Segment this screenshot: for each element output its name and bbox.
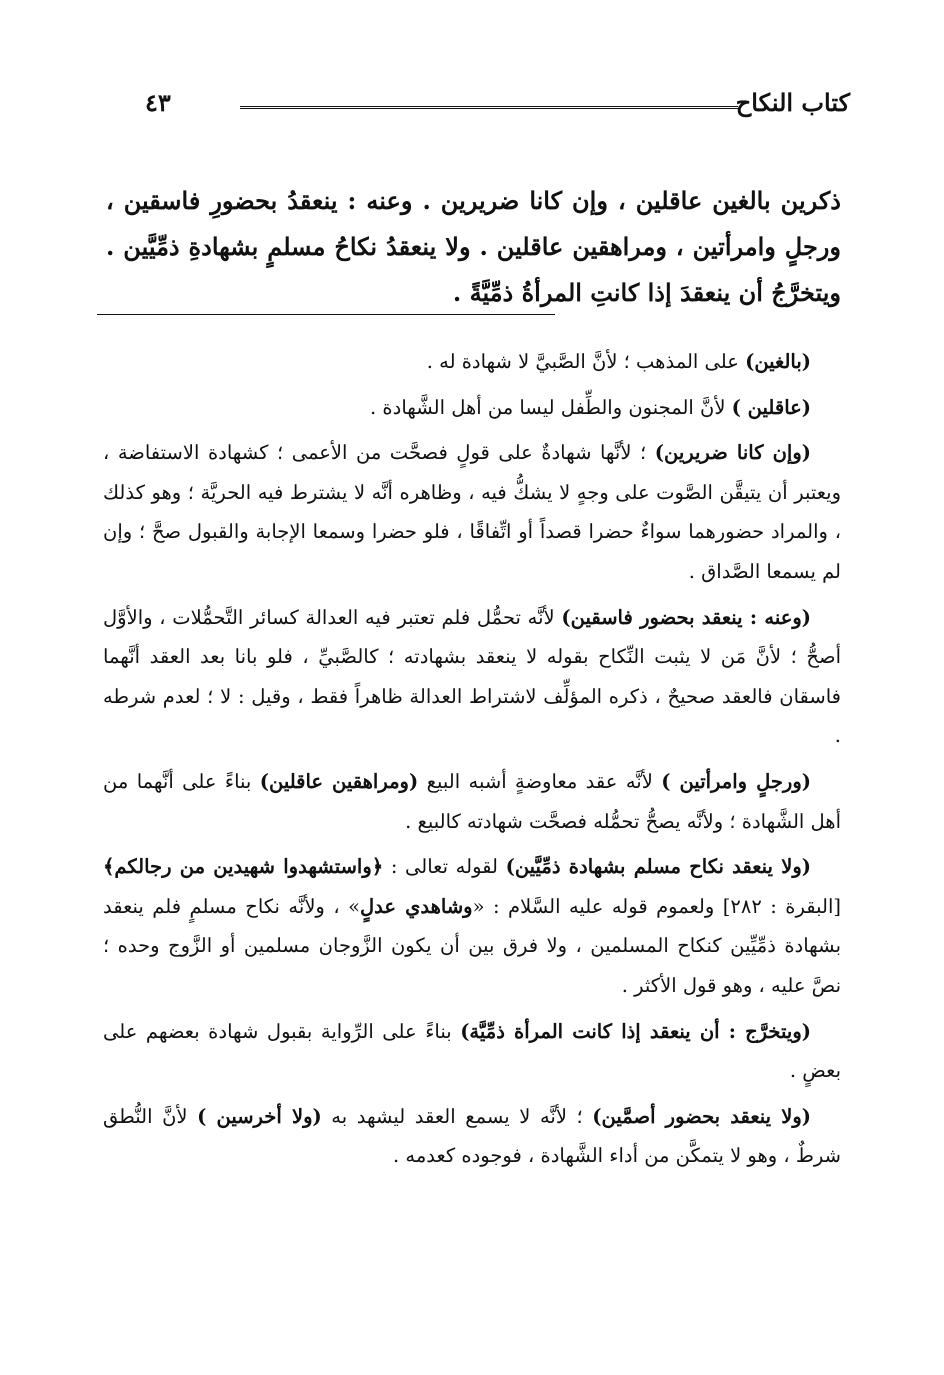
- lemma: (ولا ينعقد نكاح مسلم بشهادة ذمِّيَّين): [505, 855, 811, 879]
- page-number: ٤٣: [145, 88, 171, 117]
- commentary-text: على المذهب ؛ لأنَّ الصَّبيَّ لا شهادة له .: [426, 350, 746, 373]
- commentary-paragraph: [103, 847, 841, 1005]
- lemma: (ومراهقين عاقلين): [259, 769, 419, 793]
- lemma: (ولا ينعقد بحضور أصمَّين): [592, 1104, 811, 1128]
- lemma: (ورجلٍ وامرأتين ): [661, 769, 811, 793]
- commentary-text: بناءً على أنَّهما من أهل الشَّهادة ؛ ولأنَّه يصحُّ تحمُّله فصحَّت شهادته كالبيع .: [103, 769, 841, 833]
- commentary-paragraph: [103, 762, 841, 841]
- commentary-text: لقوله تعالى :: [383, 855, 506, 879]
- main-text: ذكرين بالغين عاقلين ، وإن كانا ضريرين . وعنه : ينعقدُ بحضورِ فاسقين ، ورجلٍ وامرأتين ، ومراهقين عاقلين . ولا ينعقدُ نكاحُ مسلمٍ بشهادةِ ذمِّيَّين . ويتخرَّجُ أن ينعقدَ إذا كانتِ المرأةُ ذمِّيَّةً .: [106, 186, 841, 307]
- commentary-paragraph: [103, 1097, 841, 1176]
- lemma: (ولا أخرسين ): [197, 1104, 322, 1128]
- commentary-text: لأنَّ النُّطق شرطٌ ، وهو لا يتمكَّن من أداء الشَّهادة ، فوجوده كعدمه .: [103, 1104, 841, 1168]
- lemma: (بالغين): [745, 350, 811, 373]
- main-text-rule: [97, 314, 555, 315]
- hadith-quote: وشاهدي عدلٍ: [360, 894, 473, 918]
- quran-verse: ﴿واستشهدوا شهيدين من رجالكم﴾: [103, 855, 384, 879]
- header-rule: [240, 106, 738, 109]
- commentary-text: [البقرة : ٢٨٢] ولعموم قوله عليه السَّلام : «: [472, 894, 841, 918]
- commentary-text: ؛ لأنَّه لا يسمع العقد ليشهد به: [321, 1104, 593, 1128]
- commentary-paragraph: [103, 433, 841, 591]
- commentary-paragraph: [103, 1012, 841, 1091]
- commentary-text: » ، ولأنَّه نكاح مسلمٍ فلم ينعقد بشهادة ذمِّيِّين كنكاح المسلمين ، ولا فرق بين أن يكون الزَّوجان مسلمين أو الزَّوج وحده ؛ نصَّ عليه ، وهو قول الأكثر .: [103, 894, 841, 997]
- lemma: (وإن كانا ضريرين): [654, 441, 811, 465]
- page-header: [100, 88, 850, 128]
- lemma: (وعنه : ينعقد بحضور فاسقين): [561, 605, 811, 629]
- commentary-text: بناءً على الرِّواية بقبول شهادة بعضهم على بعضٍ .: [103, 1019, 841, 1083]
- commentary-paragraph: [103, 598, 841, 756]
- commentary-text: لأنَّه تحمُّل فلم تعتبر فيه العدالة كسائر التَّحمُّلات ، والأوَّل أصحُّ ؛ لأنَّ مَن لا يثبت النِّكاح بقوله لا ينعقد بشهادته ؛ كالصَّبيِّ ، فلو بانا بعد العقد أنَّهما فاسقان فالعقد صحيحٌ ، ذكره المؤلِّف لاشتراط العدالة ظاهراً فقط ، وقيل : لا ؛ لعدم شرطه .: [103, 605, 841, 748]
- commentary-text: ؛ لأنَّها شهادةٌ على قولٍ فصحَّت من الأعمى ؛ كشهادة الاستفاضة ، ويعتبر أن يتيقَّن الصَّوت على وجهٍ لا يشكُّ فيه ، وظاهره أنَّه لا يشترط فيه الحريَّة ؛ وهو كذلك ، والمراد حضورهما سواءٌ حضرا قصداً أو اتِّفاقًا ، فلو حضرا وسمعا الإجابة والقبول صحَّ ؛ وإن لم يسمعا الصَّداق .: [103, 441, 841, 583]
- lemma: (عاقلين ): [731, 395, 811, 419]
- commentary-paragraph: [103, 388, 841, 428]
- commentary-text: لأنَّه عقد معاوضةٍ أشبه البيع: [418, 769, 662, 793]
- lemma: (ويتخرَّج : أن ينعقد إذا كانت المرأة ذمِّيَّة): [460, 1019, 811, 1043]
- commentary-text: لأنَّ المجنون والطِّفل ليسا من أهل الشَّهادة .: [370, 395, 732, 419]
- commentary-paragraph: [103, 342, 841, 382]
- commentary: [103, 342, 841, 1182]
- running-title: كتاب النكاح: [735, 88, 850, 117]
